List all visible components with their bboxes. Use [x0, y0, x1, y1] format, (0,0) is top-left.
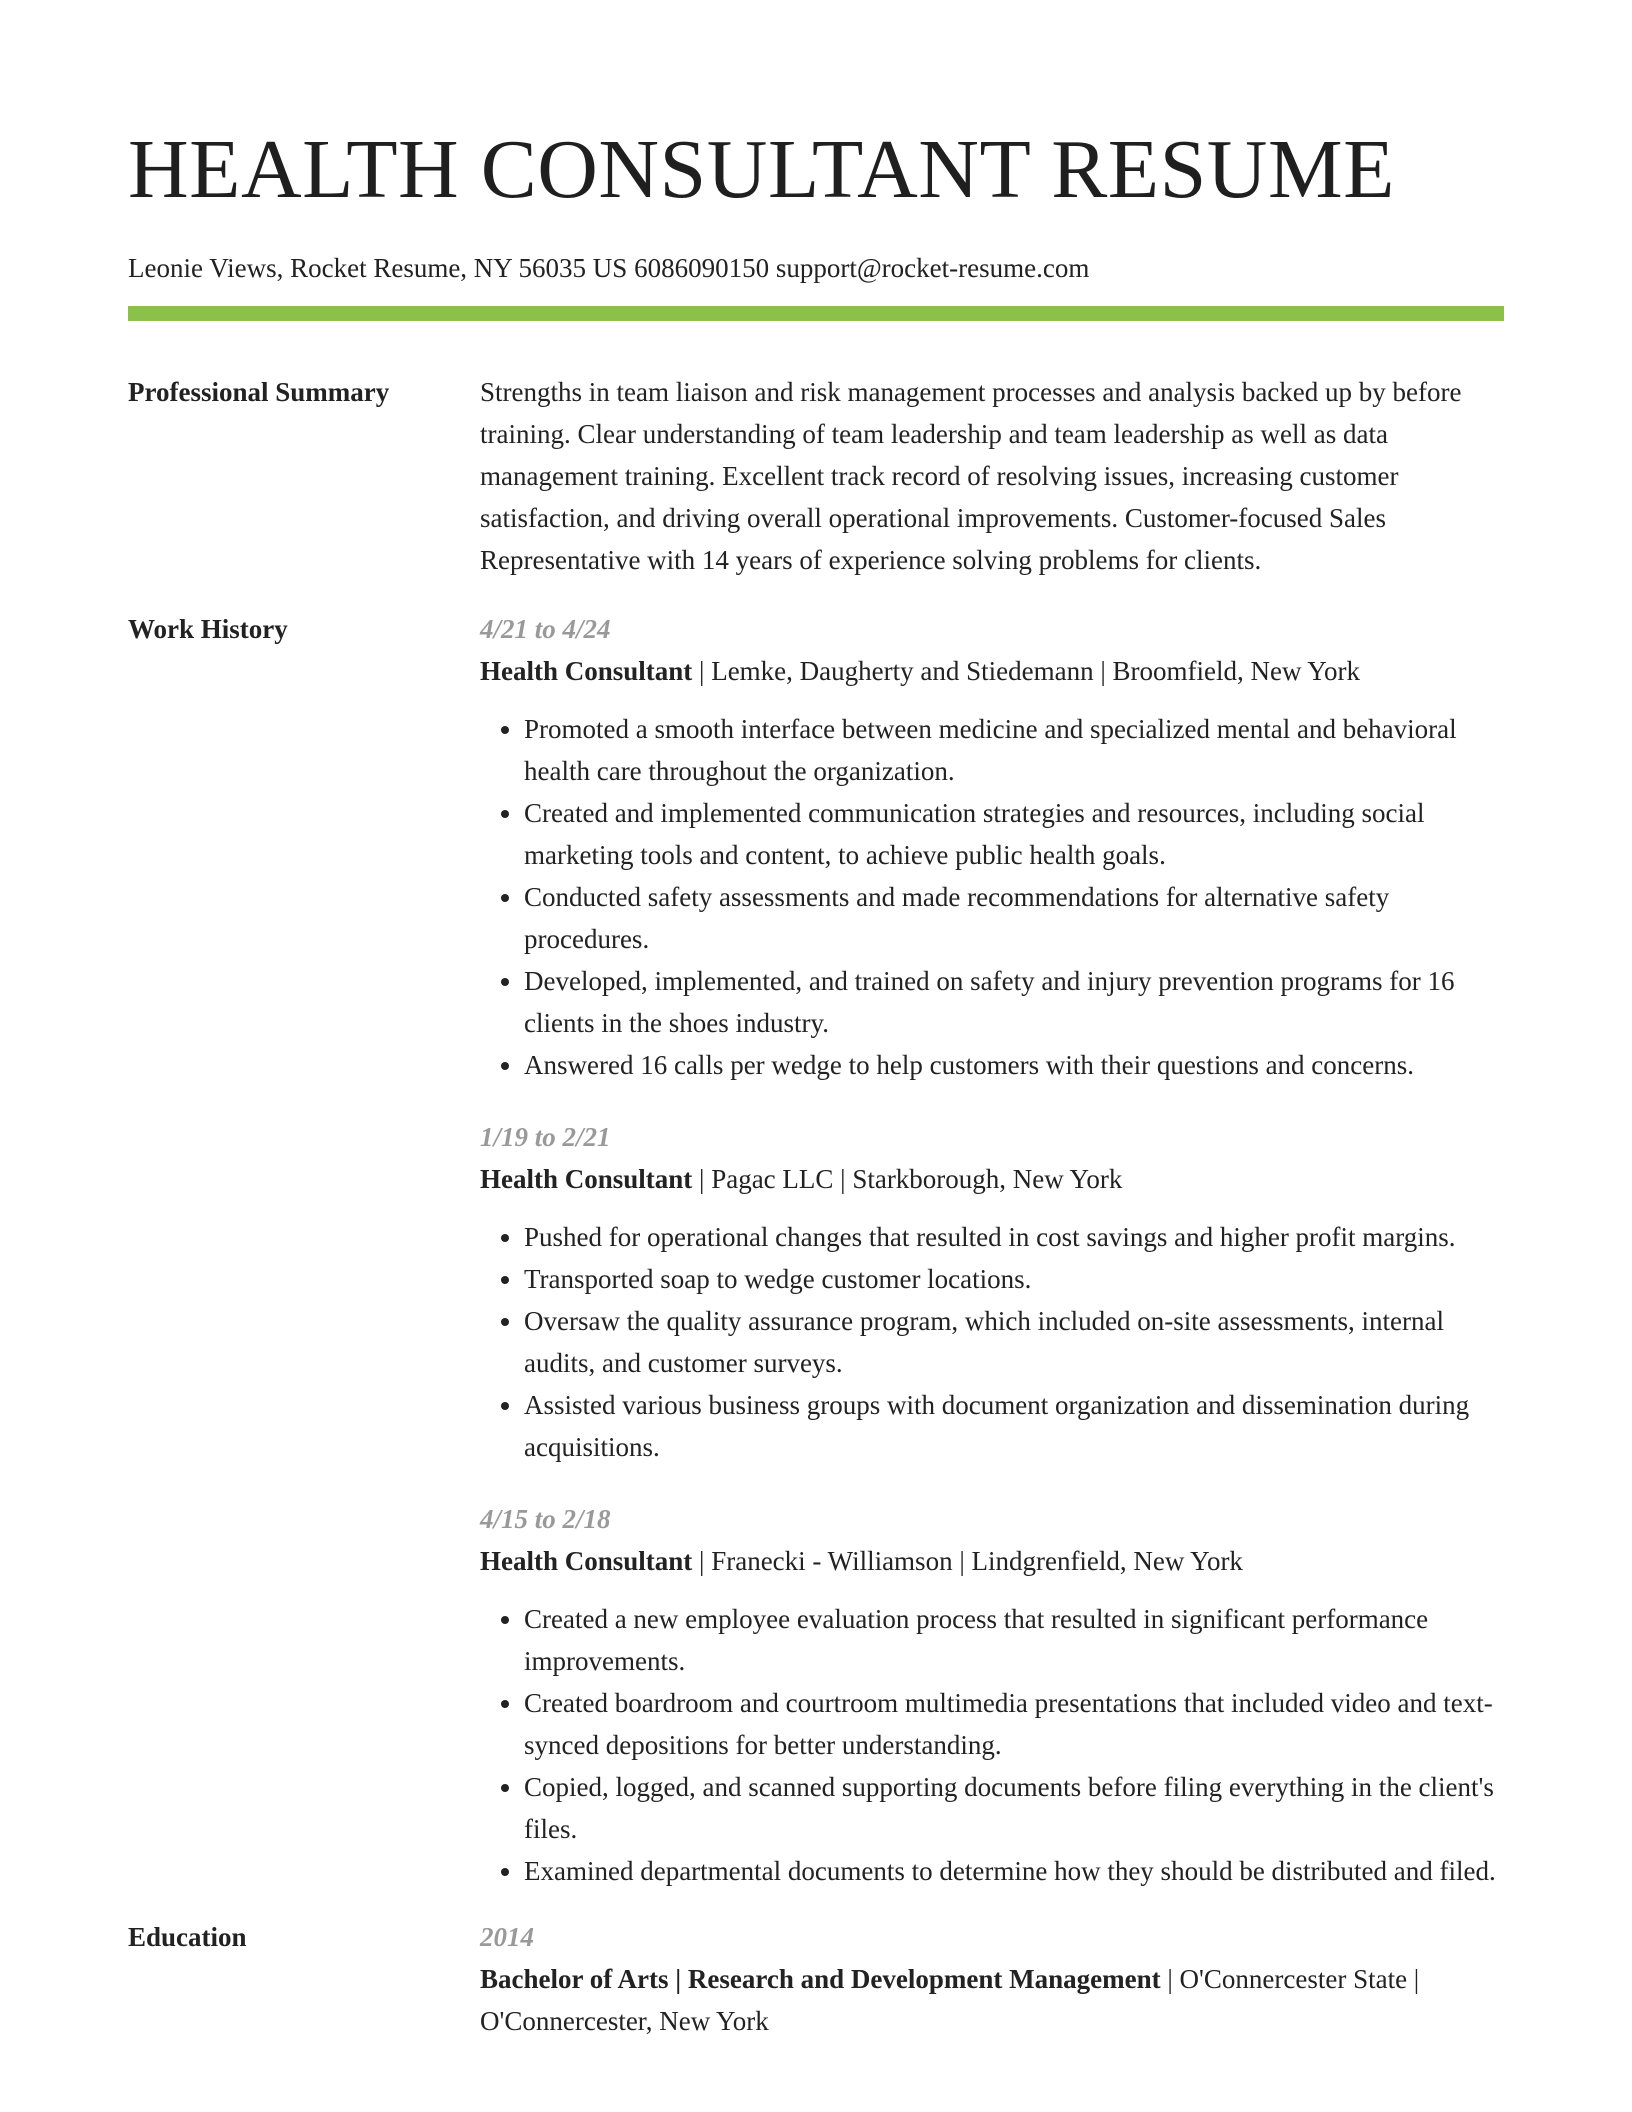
education-date: 2014 — [480, 1922, 534, 1952]
bullet-item: • Pushed for operational changes that resulted in cost savings and higher profit margins. — [524, 1216, 1504, 1258]
work-history-section — [128, 608, 1504, 1892]
education-section — [128, 1916, 1504, 2042]
job-role: Health Consultant — [480, 656, 693, 686]
education-degree: Bachelor of Arts | Research and Development Management — [480, 1964, 1161, 1994]
job-bullets — [480, 1216, 1504, 1468]
job-role: Health Consultant — [480, 1546, 693, 1576]
job-bullets — [480, 1598, 1504, 1892]
job-entry — [480, 1116, 1504, 1468]
job-bullets — [480, 708, 1504, 1086]
job-title-line — [480, 1540, 1504, 1582]
bullet-item: • Developed, implemented, and trained on safety and injury prevention programs for 16 clients in the shoes industry. — [524, 960, 1504, 1044]
education-title-line — [480, 1958, 1504, 2042]
bullet-item: • Answered 16 calls per wedge to help customers with their questions and concerns. — [524, 1044, 1504, 1086]
bullet-item: • Assisted various business groups with document organization and dissemination during acquisitions. — [524, 1384, 1504, 1468]
header-divider — [128, 306, 1504, 321]
contact-line: Leonie Views, Rocket Resume, NY 56035 US 6086090150 support@rocket-resume.com — [128, 253, 1090, 283]
job-role: Health Consultant — [480, 1164, 693, 1194]
job-details: | Franecki - Williamson | Lindgrenfield, New York — [692, 1546, 1243, 1576]
summary-text: Strengths in team liaison and risk management processes and analysis backed up by before training. Clear understanding of team leadership and team leadership as well as data management training. Excellent track record of resolving issues, increasing customer satisfaction, and driving overall operational improvements. Customer-focused Sales Representative with 14 years of experience solving problems for clients. — [480, 377, 1462, 575]
education-details: | O'Connercester State | O'Connercester, New York — [480, 1964, 1420, 2036]
bullet-item: • Conducted safety assessments and made recommendations for alternative safety procedures. — [524, 876, 1504, 960]
summary-heading: Professional Summary — [128, 377, 390, 407]
bullet-item: • Created boardroom and courtroom multimedia presentations that included video and text-synced depositions for better understanding. — [524, 1682, 1504, 1766]
bullet-item: • Transported soap to wedge customer locations. — [524, 1258, 1504, 1300]
work-history-list — [480, 608, 1504, 1892]
resume-page — [128, 122, 1504, 2042]
page-title: HEALTH CONSULTANT RESUME — [128, 123, 1395, 216]
job-title-line — [480, 1158, 1504, 1200]
bullet-item: • Oversaw the quality assurance program, which included on-site assessments, internal audits, and customer surveys. — [524, 1300, 1504, 1384]
summary-section — [128, 371, 1504, 581]
job-date: 4/15 to 2/18 — [480, 1504, 611, 1534]
work-history-heading: Work History — [128, 614, 288, 644]
job-entry — [480, 1498, 1504, 1892]
job-details: | Lemke, Daugherty and Stiedemann | Broomfield, New York — [692, 656, 1360, 686]
job-date: 1/19 to 2/21 — [480, 1122, 611, 1152]
bullet-item: • Examined departmental documents to determine how they should be distributed and filed. — [524, 1850, 1504, 1892]
job-date: 4/21 to 4/24 — [480, 614, 611, 644]
education-entry — [480, 1916, 1504, 2042]
bullet-item: • Created a new employee evaluation process that resulted in significant performance improvements. — [524, 1598, 1504, 1682]
bullet-item: • Created and implemented communication strategies and resources, including social marketing tools and content, to achieve public health goals. — [524, 792, 1504, 876]
job-entry — [480, 608, 1504, 1086]
job-details: | Pagac LLC | Starkborough, New York — [692, 1164, 1123, 1194]
bullet-item: • Promoted a smooth interface between medicine and specialized mental and behavioral health care throughout the organization. — [524, 708, 1504, 792]
bullet-item: • Copied, logged, and scanned supporting documents before filing everything in the client's files. — [524, 1766, 1504, 1850]
job-title-line — [480, 650, 1504, 692]
education-heading: Education — [128, 1922, 247, 1952]
